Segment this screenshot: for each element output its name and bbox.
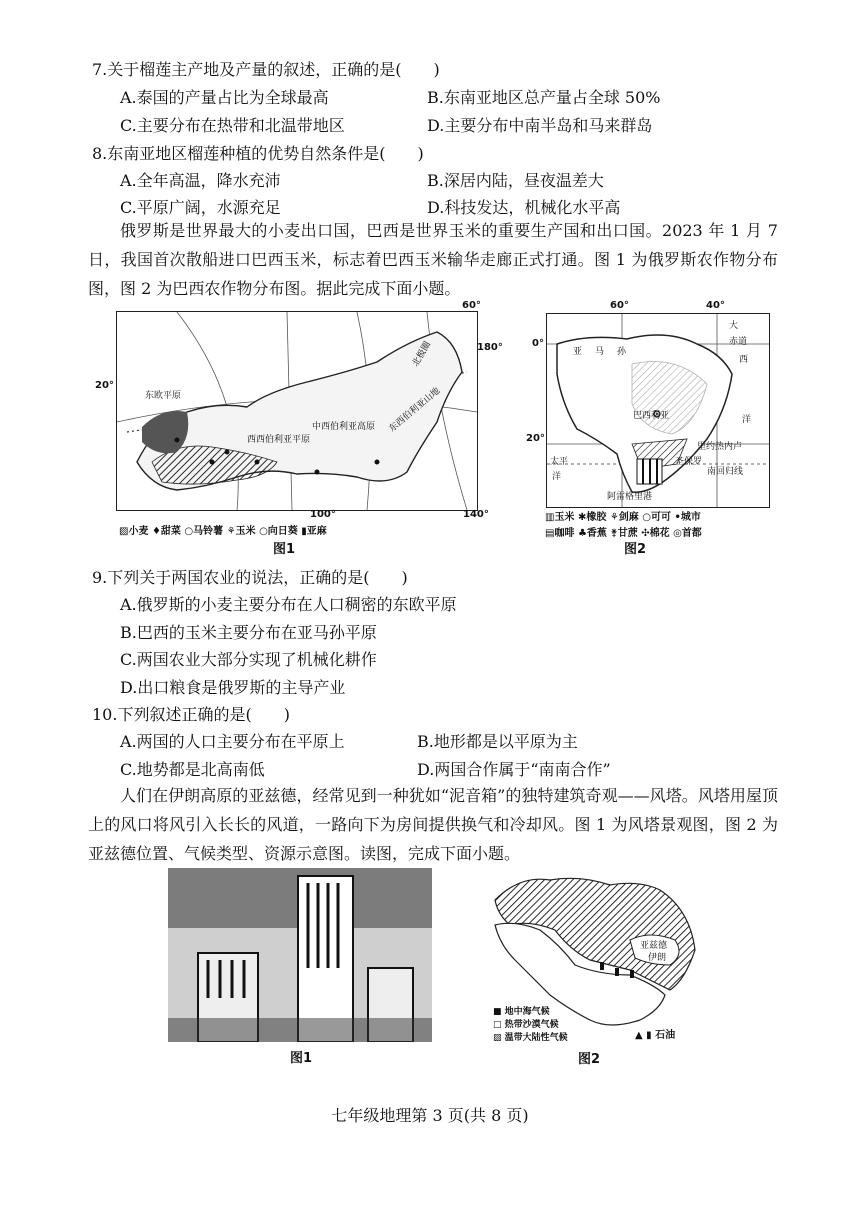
russia-map-caption: 图1 — [273, 542, 296, 557]
legend-city: •城市 — [674, 512, 701, 523]
brazil-map-drawing — [547, 314, 769, 507]
legend-desert: □ 热带沙漠气候 — [493, 1020, 559, 1030]
q7-option-b: B.东南亚地区总产量占全球 50% — [427, 88, 661, 107]
brazil-label-0: 大 — [729, 321, 739, 331]
q7-option-a: A.泰国的产量占比为全球最高 — [120, 88, 329, 107]
russia-legend — [119, 522, 327, 537]
q10-option-a: A.两国的人口主要分布在平原上 — [120, 732, 345, 751]
q7-option-c: C.主要分布在热带和北温带地区 — [120, 116, 345, 135]
q7-option-d: D.主要分布中南半岛和马来群岛 — [427, 116, 653, 135]
legend-beet: ♦甜菜 — [151, 526, 181, 537]
brazil-label-2: 西 — [739, 355, 749, 365]
q9-option-d: D.出口粮食是俄罗斯的主导产业 — [120, 678, 346, 697]
legend-rubber: ✱橡胶 — [577, 512, 607, 523]
brazil-label-4: 亚 — [573, 347, 583, 357]
page-footer: 七年级地理第 3 页(共 8 页) — [331, 1106, 529, 1125]
legend-coffee: ▤咖啡 — [545, 528, 575, 539]
brazil-label-portoalegre: 阿雷格里港 — [607, 492, 653, 502]
brazil-crop-map — [546, 313, 770, 508]
q8-option-a: A.全年高温，降水充沛 — [120, 171, 281, 190]
q10-option-d: D.两国合作属于“南南合作” — [417, 760, 611, 779]
brazil-label-capital: 巴西利亚 — [633, 411, 670, 421]
q9-stem: 9.下列关于两国农业的说法，正确的是( ) — [92, 568, 408, 587]
legend-sugarcane: ⚵甘蔗 — [610, 528, 638, 539]
photo-caption: 图1 — [290, 1051, 313, 1066]
q10-option-c: C.地势都是北高南低 — [120, 760, 265, 779]
brazil-lon-label-40: 40° — [706, 300, 725, 311]
q10-stem: 10.下列叙述正确的是( ) — [92, 705, 290, 724]
passage-windtower: 人们在伊朗高原的亚兹德，经常见到一种犹如“泥音箱”的独特建筑奇观——风塔。风塔用屋顶上的风口将风引入长长的风道，一路向下为房间提供换气和冷却风。图 1 为风塔景观图，图 2 为亚兹德位置、气候类型、资源示意图。读图，完成下面小题。 — [88, 786, 778, 863]
brazil-label-pacific-2: 洋 — [552, 472, 562, 482]
iran-label-iran: 伊朗 — [648, 953, 667, 963]
russia-lon-label-140: 140° — [463, 509, 489, 520]
russia-lon-label-180: 180° — [477, 342, 503, 353]
map-label-2: 西西伯利亚平原 — [247, 435, 311, 445]
brazil-label-3: 洋 — [742, 415, 752, 425]
legend-mediterranean: ■ 地中海气候 — [493, 1007, 550, 1017]
windtower-photo — [168, 868, 432, 1042]
legend-continental: ▨ 温带大陆性气候 — [493, 1033, 568, 1043]
legend-sisal: ⚘剑麻 — [609, 512, 639, 523]
legend-corn: ⚘玉米 — [226, 526, 256, 537]
map-label-3: 中西伯利亚高原 — [312, 422, 376, 432]
q9-option-a: A.俄罗斯的小麦主要分布在人口稠密的东欧平原 — [120, 595, 457, 614]
map-label-0: 东欧平原 — [145, 391, 182, 401]
legend-oil: ▲ ▮ 石油 — [635, 1030, 676, 1041]
russia-lon-label-100: 100° — [310, 509, 336, 520]
q8-option-b: B.深居内陆，昼夜温差大 — [427, 171, 604, 190]
russia-lat-label-20: 20° — [95, 380, 114, 391]
passage-russia-brazil: 俄罗斯是世界最大的小麦出口国，巴西是世界玉米的重要生产国和出口国。2023 年 1 月 7 日，我国首次散船进口巴西玉米，标志着巴西玉米输华走廊正式打通。图 1 为俄罗斯农作物分布图，图 2 为巴西农作物分布图。据此完成下面小题。 — [88, 221, 778, 298]
brazil-map-caption: 图2 — [624, 542, 647, 557]
legend-corn: ▥玉米 — [545, 512, 575, 523]
legend-flax: ▮亚麻 — [301, 526, 327, 537]
legend-sunflower: ○向日葵 — [259, 526, 298, 537]
q8-stem: 8.东南亚地区榴莲种植的优势自然条件是( ) — [92, 144, 424, 163]
brazil-label-rio: 里约热内卢 — [697, 442, 743, 452]
brazil-lat-label-0: 0° — [532, 338, 544, 349]
q10-option-b: B.地形都是以平原为主 — [417, 732, 578, 751]
q8-option-d: D.科技发达，机械化水平高 — [427, 198, 621, 217]
legend-cocoa: ○可可 — [642, 512, 671, 523]
legend-capital: ◎首都 — [673, 528, 702, 539]
map-label-1: 北极圈 — [410, 340, 434, 369]
brazil-lon-label-60: 60° — [610, 300, 629, 311]
russia-crop-map — [116, 311, 478, 511]
brazil-label-pacific-1: 太平 — [550, 457, 569, 467]
legend-cotton: ✣棉花 — [641, 528, 670, 539]
q9-option-c: C.两国农业大部分实现了机械化耕作 — [120, 650, 377, 669]
q9-option-b: B.巴西的玉米主要分布在亚马孙平原 — [120, 623, 377, 642]
windtower-photo-drawing — [168, 868, 432, 1042]
map-label-4: 东西伯利亚山地 — [387, 386, 443, 435]
brazil-label-5: 马 — [595, 347, 605, 357]
iran-legend — [493, 1006, 568, 1045]
iran-map-caption: 图2 — [578, 1052, 601, 1067]
brazil-label-1: 赤道 — [729, 337, 748, 347]
brazil-label-6: 孙 — [617, 347, 627, 357]
q7-stem: 7.关于榴莲主产地及产量的叙述，正确的是( ) — [92, 60, 440, 79]
legend-wheat: ▨小麦 — [119, 526, 149, 537]
q8-option-c: C.平原广阔，水源充足 — [120, 198, 281, 217]
brazil-label-saopaulo: 圣保罗 — [675, 457, 703, 467]
iran-label-yazd: 亚兹德 — [640, 941, 668, 951]
legend-banana: ♣香蕉 — [577, 528, 607, 539]
brazil-label-tropic: 南回归线 — [707, 467, 744, 477]
brazil-lat-label-20: 20° — [526, 433, 545, 444]
russia-map-drawing — [117, 312, 477, 510]
legend-potato: ○马铃薯 — [184, 526, 224, 537]
russia-lon-label-60: 60° — [462, 300, 481, 311]
